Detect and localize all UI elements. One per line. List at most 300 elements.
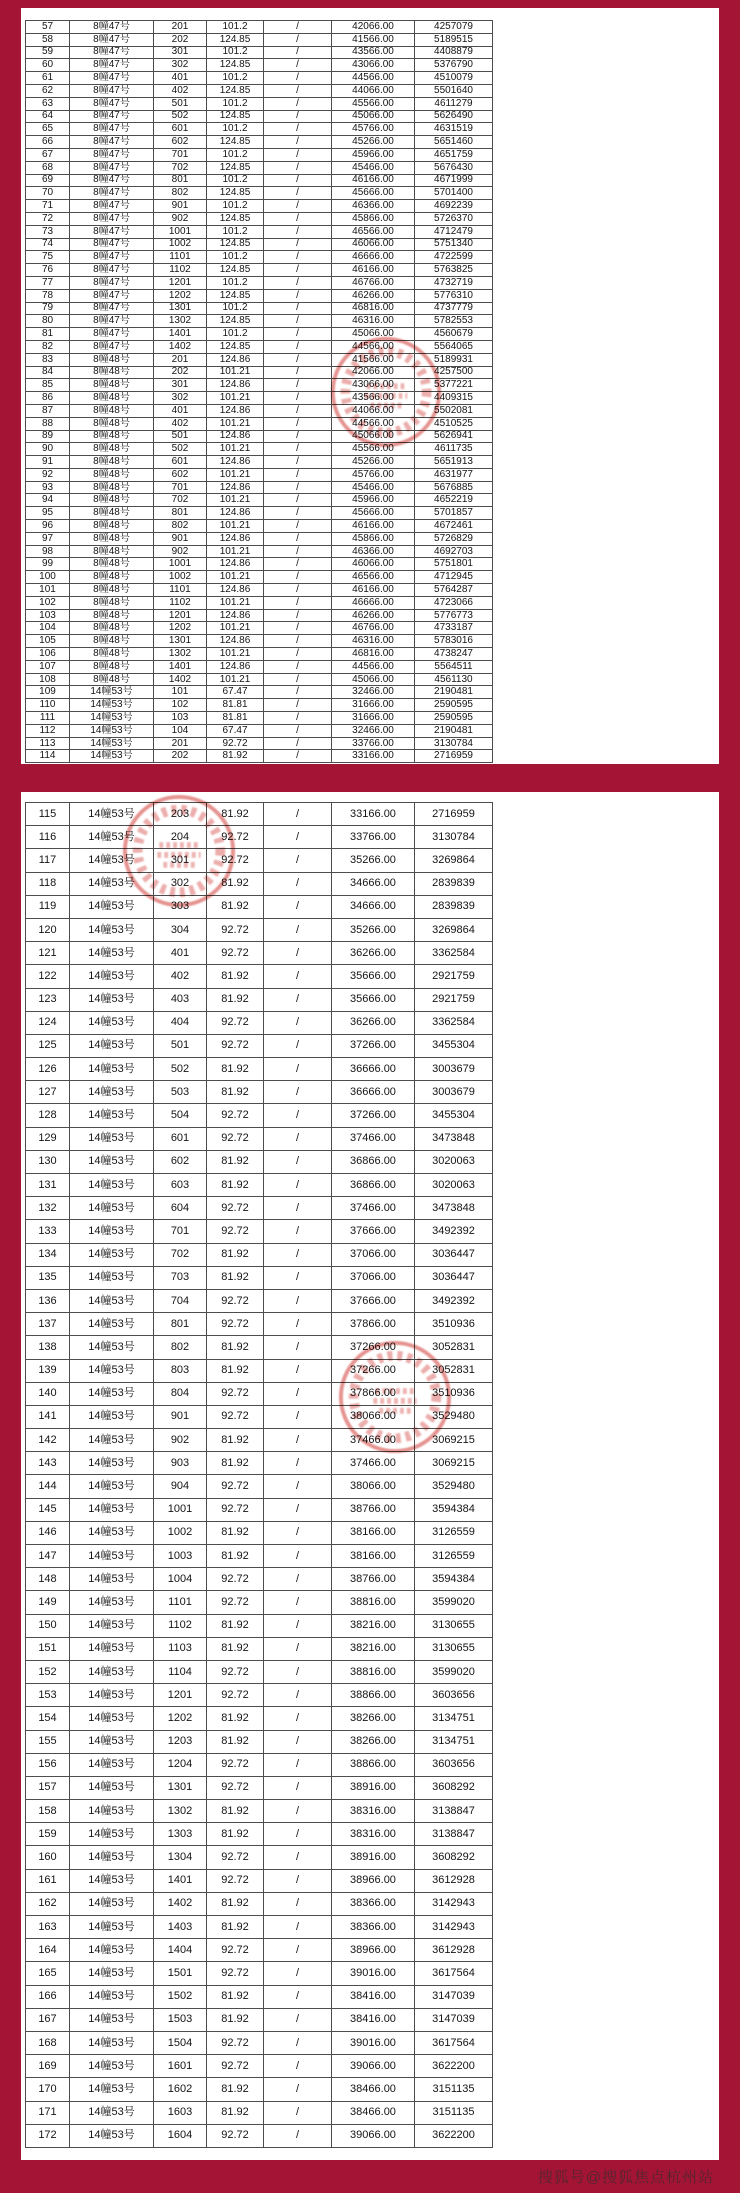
cell-area: 81.92 — [207, 1429, 264, 1452]
cell-building: 8幢48号 — [70, 507, 154, 520]
cell-note-slash: / — [264, 712, 332, 725]
cell-note-slash: / — [264, 136, 332, 149]
cell-total-price: 3036447 — [415, 1266, 493, 1289]
cell-note-slash: / — [264, 1452, 332, 1475]
cell-unit-price: 45066.00 — [332, 110, 415, 123]
cell-room-number: 701 — [154, 481, 207, 494]
cell-area: 81.92 — [207, 1359, 264, 1382]
cell-room-number: 504 — [154, 1104, 207, 1127]
cell-row-index: 96 — [26, 520, 70, 533]
cell-building: 8幢47号 — [70, 123, 154, 136]
cell-unit-price: 46566.00 — [332, 571, 415, 584]
cell-unit-price: 38266.00 — [332, 1707, 415, 1730]
cell-unit-price: 45566.00 — [332, 97, 415, 110]
cell-room-number: 1603 — [154, 2101, 207, 2124]
cell-room-number: 302 — [154, 872, 207, 895]
cell-unit-price: 45866.00 — [332, 532, 415, 545]
cell-building: 14幢53号 — [70, 849, 154, 872]
cell-note-slash: / — [264, 353, 332, 366]
cell-unit-price: 38816.00 — [332, 1660, 415, 1683]
cell-room-number: 202 — [154, 33, 207, 46]
cell-row-index: 163 — [26, 1916, 70, 1939]
cell-room-number: 501 — [154, 97, 207, 110]
cell-area: 81.92 — [207, 1892, 264, 1915]
cell-total-price: 3052831 — [415, 1359, 493, 1382]
cell-unit-price: 35266.00 — [332, 918, 415, 941]
cell-room-number: 301 — [154, 379, 207, 392]
cell-building: 14幢53号 — [70, 942, 154, 965]
table-row — [26, 264, 493, 277]
cell-building: 14幢53号 — [70, 2008, 154, 2031]
table-row — [26, 1127, 493, 1150]
cell-total-price: 3130655 — [415, 1614, 493, 1637]
cell-note-slash: / — [264, 1266, 332, 1289]
cell-row-index: 111 — [26, 712, 70, 725]
table-row — [26, 1753, 493, 1776]
cell-unit-price: 46066.00 — [332, 558, 415, 571]
cell-unit-price: 46266.00 — [332, 289, 415, 302]
cell-total-price: 3134751 — [415, 1730, 493, 1753]
table-row — [26, 1382, 493, 1405]
cell-building: 14幢53号 — [70, 918, 154, 941]
cell-area: 81.92 — [207, 1081, 264, 1104]
cell-building: 14幢53号 — [70, 965, 154, 988]
table-row — [26, 1405, 493, 1428]
cell-note-slash: / — [264, 392, 332, 405]
cell-unit-price: 45966.00 — [332, 494, 415, 507]
cell-area: 124.85 — [207, 59, 264, 72]
cell-note-slash: / — [264, 1707, 332, 1730]
cell-building: 14幢53号 — [70, 1707, 154, 1730]
table-row — [26, 737, 493, 750]
cell-note-slash: / — [264, 699, 332, 712]
cell-unit-price: 45766.00 — [332, 123, 415, 136]
cell-row-index: 105 — [26, 635, 70, 648]
cell-note-slash: / — [264, 1174, 332, 1197]
cell-row-index: 121 — [26, 942, 70, 965]
cell-note-slash: / — [264, 379, 332, 392]
cell-note-slash: / — [264, 1475, 332, 1498]
cell-building: 8幢48号 — [70, 558, 154, 571]
table-row — [26, 1823, 493, 1846]
cell-room-number: 1001 — [154, 558, 207, 571]
cell-row-index: 77 — [26, 276, 70, 289]
table-row — [26, 1916, 493, 1939]
cell-area: 81.92 — [207, 1521, 264, 1544]
cell-area: 81.92 — [207, 1916, 264, 1939]
cell-total-price: 3594384 — [415, 1568, 493, 1591]
table-row — [26, 545, 493, 558]
cell-area: 124.86 — [207, 404, 264, 417]
table-row — [26, 468, 493, 481]
cell-row-index: 57 — [26, 21, 70, 34]
cell-area: 81.92 — [207, 1730, 264, 1753]
cell-room-number: 401 — [154, 404, 207, 417]
cell-note-slash: / — [264, 965, 332, 988]
cell-unit-price: 44566.00 — [332, 340, 415, 353]
cell-row-index: 156 — [26, 1753, 70, 1776]
cell-total-price: 5501640 — [415, 84, 493, 97]
cell-row-index: 151 — [26, 1637, 70, 1660]
cell-unit-price: 38916.00 — [332, 1776, 415, 1799]
cell-unit-price: 45466.00 — [332, 161, 415, 174]
cell-note-slash: / — [264, 417, 332, 430]
cell-row-index: 58 — [26, 33, 70, 46]
table-row — [26, 2078, 493, 2101]
cell-area: 124.85 — [207, 110, 264, 123]
cell-total-price: 4722599 — [415, 251, 493, 264]
table-row — [26, 1150, 493, 1173]
cell-building: 14幢53号 — [70, 1429, 154, 1452]
cell-note-slash: / — [264, 803, 332, 826]
cell-row-index: 117 — [26, 849, 70, 872]
cell-total-price: 4631519 — [415, 123, 493, 136]
cell-note-slash: / — [264, 988, 332, 1011]
cell-area: 101.21 — [207, 596, 264, 609]
cell-total-price: 4652219 — [415, 494, 493, 507]
cell-total-price: 4723066 — [415, 596, 493, 609]
table-row — [26, 315, 493, 328]
cell-building: 14幢53号 — [70, 1753, 154, 1776]
cell-total-price: 4409315 — [415, 392, 493, 405]
cell-room-number: 702 — [154, 494, 207, 507]
cell-room-number: 402 — [154, 84, 207, 97]
cell-note-slash: / — [264, 366, 332, 379]
cell-area: 124.86 — [207, 660, 264, 673]
cell-row-index: 144 — [26, 1475, 70, 1498]
cell-room-number: 1302 — [154, 648, 207, 661]
cell-note-slash: / — [264, 1336, 332, 1359]
cell-note-slash: / — [264, 1892, 332, 1915]
cell-unit-price: 37266.00 — [332, 1336, 415, 1359]
cell-area: 81.92 — [207, 1823, 264, 1846]
cell-area: 92.72 — [207, 1289, 264, 1312]
cell-unit-price: 44066.00 — [332, 404, 415, 417]
table-row — [26, 699, 493, 712]
cell-area: 101.21 — [207, 545, 264, 558]
cell-area: 81.92 — [207, 2008, 264, 2031]
cell-unit-price: 34666.00 — [332, 872, 415, 895]
cell-unit-price: 38766.00 — [332, 1568, 415, 1591]
cell-room-number: 701 — [154, 148, 207, 161]
cell-building: 14幢53号 — [70, 1869, 154, 1892]
table-row — [26, 238, 493, 251]
cell-total-price: 3455304 — [415, 1104, 493, 1127]
cell-row-index: 161 — [26, 1869, 70, 1892]
cell-room-number: 1104 — [154, 1660, 207, 1683]
cell-note-slash: / — [264, 174, 332, 187]
table-row — [26, 1197, 493, 1220]
cell-unit-price: 38216.00 — [332, 1614, 415, 1637]
cell-area: 81.92 — [207, 1058, 264, 1081]
cell-row-index: 99 — [26, 558, 70, 571]
cell-unit-price: 33166.00 — [332, 750, 415, 763]
cell-total-price: 5564511 — [415, 660, 493, 673]
cell-room-number: 1404 — [154, 1939, 207, 1962]
cell-total-price: 3612928 — [415, 1939, 493, 1962]
cell-room-number: 804 — [154, 1382, 207, 1405]
cell-building: 8幢47号 — [70, 72, 154, 85]
cell-unit-price: 46366.00 — [332, 200, 415, 213]
table-row — [26, 895, 493, 918]
cell-row-index: 168 — [26, 2031, 70, 2054]
cell-room-number: 1201 — [154, 609, 207, 622]
table-row — [26, 187, 493, 200]
cell-note-slash: / — [264, 238, 332, 251]
cell-note-slash: / — [264, 1753, 332, 1776]
table-row — [26, 712, 493, 725]
cell-area: 92.72 — [207, 1962, 264, 1985]
cell-note-slash: / — [264, 251, 332, 264]
cell-note-slash: / — [264, 225, 332, 238]
cell-building: 8幢47号 — [70, 238, 154, 251]
cell-unit-price: 45666.00 — [332, 507, 415, 520]
cell-unit-price: 46166.00 — [332, 174, 415, 187]
cell-area: 81.92 — [207, 1800, 264, 1823]
table-row — [26, 302, 493, 315]
cell-total-price: 3362584 — [415, 1011, 493, 1034]
cell-room-number: 502 — [154, 110, 207, 123]
cell-unit-price: 45766.00 — [332, 468, 415, 481]
cell-unit-price: 36266.00 — [332, 1011, 415, 1034]
cell-room-number: 801 — [154, 507, 207, 520]
cell-area: 101.21 — [207, 520, 264, 533]
cell-row-index: 68 — [26, 161, 70, 174]
cell-note-slash: / — [264, 2008, 332, 2031]
cell-unit-price: 37466.00 — [332, 1429, 415, 1452]
cell-building: 14幢53号 — [70, 1475, 154, 1498]
cell-room-number: 1201 — [154, 276, 207, 289]
cell-note-slash: / — [264, 328, 332, 341]
cell-building: 14幢53号 — [70, 1730, 154, 1753]
table-row — [26, 1660, 493, 1683]
table-row — [26, 965, 493, 988]
table-row — [26, 849, 493, 872]
cell-area: 81.92 — [207, 1452, 264, 1475]
table-row — [26, 1707, 493, 1730]
cell-room-number: 1301 — [154, 635, 207, 648]
cell-total-price: 3612928 — [415, 1869, 493, 1892]
table-row — [26, 494, 493, 507]
cell-area: 92.72 — [207, 1104, 264, 1127]
cell-row-index: 61 — [26, 72, 70, 85]
cell-room-number: 901 — [154, 200, 207, 213]
table-row — [26, 1614, 493, 1637]
cell-total-price: 3599020 — [415, 1591, 493, 1614]
table-row — [26, 507, 493, 520]
cell-note-slash: / — [264, 430, 332, 443]
cell-note-slash: / — [264, 750, 332, 763]
cell-area: 124.86 — [207, 430, 264, 443]
cell-total-price: 2190481 — [415, 724, 493, 737]
cell-building: 8幢48号 — [70, 404, 154, 417]
cell-total-price: 3126559 — [415, 1521, 493, 1544]
table-row — [26, 456, 493, 469]
cell-building: 8幢47号 — [70, 110, 154, 123]
cell-room-number: 803 — [154, 1359, 207, 1382]
cell-total-price: 3138847 — [415, 1800, 493, 1823]
cell-building: 14幢53号 — [70, 1660, 154, 1683]
cell-room-number: 802 — [154, 520, 207, 533]
cell-note-slash: / — [264, 571, 332, 584]
cell-building: 14幢53号 — [70, 1359, 154, 1382]
cell-unit-price: 36666.00 — [332, 1058, 415, 1081]
table-row — [26, 46, 493, 59]
cell-note-slash: / — [264, 84, 332, 97]
cell-area: 101.21 — [207, 648, 264, 661]
cell-row-index: 129 — [26, 1127, 70, 1150]
cell-note-slash: / — [264, 97, 332, 110]
cell-total-price: 2839839 — [415, 895, 493, 918]
cell-building: 14幢53号 — [70, 1521, 154, 1544]
cell-note-slash: / — [264, 2124, 332, 2147]
cell-unit-price: 45966.00 — [332, 148, 415, 161]
cell-row-index: 72 — [26, 212, 70, 225]
cell-building: 8幢48号 — [70, 520, 154, 533]
cell-area: 124.86 — [207, 456, 264, 469]
cell-area: 124.85 — [207, 33, 264, 46]
cell-room-number: 904 — [154, 1475, 207, 1498]
cell-unit-price: 46166.00 — [332, 584, 415, 597]
cell-row-index: 114 — [26, 750, 70, 763]
cell-row-index: 108 — [26, 673, 70, 686]
cell-area: 101.2 — [207, 276, 264, 289]
cell-unit-price: 46366.00 — [332, 545, 415, 558]
cell-room-number: 1503 — [154, 2008, 207, 2031]
cell-building: 14幢53号 — [70, 1823, 154, 1846]
cell-room-number: 702 — [154, 1243, 207, 1266]
cell-row-index: 80 — [26, 315, 70, 328]
cell-unit-price: 37066.00 — [332, 1243, 415, 1266]
cell-building: 14幢53号 — [70, 1916, 154, 1939]
cell-building: 8幢48号 — [70, 443, 154, 456]
cell-room-number: 1401 — [154, 660, 207, 673]
cell-total-price: 4611735 — [415, 443, 493, 456]
table-row — [26, 1939, 493, 1962]
cell-area: 92.72 — [207, 737, 264, 750]
cell-building: 8幢48号 — [70, 648, 154, 661]
cell-unit-price: 39066.00 — [332, 2055, 415, 2078]
cell-building: 14幢53号 — [70, 1382, 154, 1405]
cell-row-index: 154 — [26, 1707, 70, 1730]
cell-room-number: 401 — [154, 942, 207, 965]
table-row — [26, 1684, 493, 1707]
table-row — [26, 648, 493, 661]
cell-room-number: 1501 — [154, 1962, 207, 1985]
cell-note-slash: / — [264, 1313, 332, 1336]
cell-building: 8幢48号 — [70, 430, 154, 443]
cell-note-slash: / — [264, 507, 332, 520]
cell-building: 14幢53号 — [70, 1591, 154, 1614]
cell-unit-price: 46166.00 — [332, 264, 415, 277]
table-row — [26, 1429, 493, 1452]
cell-note-slash: / — [264, 622, 332, 635]
cell-total-price: 4692703 — [415, 545, 493, 558]
cell-total-price: 4738247 — [415, 648, 493, 661]
cell-row-index: 120 — [26, 918, 70, 941]
cell-unit-price: 46666.00 — [332, 596, 415, 609]
table-row — [26, 21, 493, 34]
table-row — [26, 571, 493, 584]
cell-room-number: 604 — [154, 1197, 207, 1220]
cell-total-price: 3617564 — [415, 2031, 493, 2054]
cell-building: 14幢53号 — [70, 1614, 154, 1637]
table-row — [26, 2008, 493, 2031]
cell-unit-price: 38316.00 — [332, 1823, 415, 1846]
cell-area: 92.72 — [207, 918, 264, 941]
cell-total-price: 3142943 — [415, 1916, 493, 1939]
cell-total-price: 3126559 — [415, 1545, 493, 1568]
cell-building: 14幢53号 — [70, 1197, 154, 1220]
cell-area: 81.92 — [207, 895, 264, 918]
cell-row-index: 92 — [26, 468, 70, 481]
cell-note-slash: / — [264, 494, 332, 507]
cell-note-slash: / — [264, 110, 332, 123]
table-row — [26, 2055, 493, 2078]
cell-unit-price: 35666.00 — [332, 965, 415, 988]
cell-area: 92.72 — [207, 1475, 264, 1498]
cell-note-slash: / — [264, 1869, 332, 1892]
cell-total-price: 3608292 — [415, 1776, 493, 1799]
cell-row-index: 147 — [26, 1545, 70, 1568]
cell-building: 8幢48号 — [70, 571, 154, 584]
cell-building: 8幢48号 — [70, 673, 154, 686]
table-row — [26, 33, 493, 46]
cell-note-slash: / — [264, 443, 332, 456]
cell-room-number: 1502 — [154, 1985, 207, 2008]
cell-unit-price: 45266.00 — [332, 136, 415, 149]
table-row — [26, 136, 493, 149]
table-row — [26, 1869, 493, 1892]
cell-room-number: 301 — [154, 46, 207, 59]
cell-area: 92.72 — [207, 1684, 264, 1707]
cell-note-slash: / — [264, 724, 332, 737]
cell-room-number: 202 — [154, 366, 207, 379]
cell-note-slash: / — [264, 1498, 332, 1521]
cell-room-number: 601 — [154, 1127, 207, 1150]
cell-total-price: 3130784 — [415, 826, 493, 849]
cell-note-slash: / — [264, 1081, 332, 1104]
cell-building: 8幢47号 — [70, 328, 154, 341]
cell-row-index: 88 — [26, 417, 70, 430]
cell-room-number: 1001 — [154, 1498, 207, 1521]
cell-row-index: 104 — [26, 622, 70, 635]
cell-total-price: 2190481 — [415, 686, 493, 699]
cell-note-slash: / — [264, 1521, 332, 1544]
cell-row-index: 74 — [26, 238, 70, 251]
cell-building: 14幢53号 — [70, 2031, 154, 2054]
cell-area: 81.92 — [207, 2078, 264, 2101]
cell-room-number: 1002 — [154, 571, 207, 584]
cell-note-slash: / — [264, 584, 332, 597]
cell-row-index: 145 — [26, 1498, 70, 1521]
cell-note-slash: / — [264, 2031, 332, 2054]
cell-area: 124.85 — [207, 84, 264, 97]
cell-room-number: 1401 — [154, 1869, 207, 1892]
cell-room-number: 302 — [154, 392, 207, 405]
cell-area: 101.21 — [207, 392, 264, 405]
cell-row-index: 159 — [26, 1823, 70, 1846]
cell-total-price: 5764287 — [415, 584, 493, 597]
cell-building: 8幢47号 — [70, 174, 154, 187]
cell-note-slash: / — [264, 315, 332, 328]
cell-room-number: 1601 — [154, 2055, 207, 2078]
cell-row-index: 127 — [26, 1081, 70, 1104]
cell-area: 81.81 — [207, 699, 264, 712]
table-row — [26, 328, 493, 341]
cell-total-price: 4732719 — [415, 276, 493, 289]
cell-unit-price: 45466.00 — [332, 481, 415, 494]
